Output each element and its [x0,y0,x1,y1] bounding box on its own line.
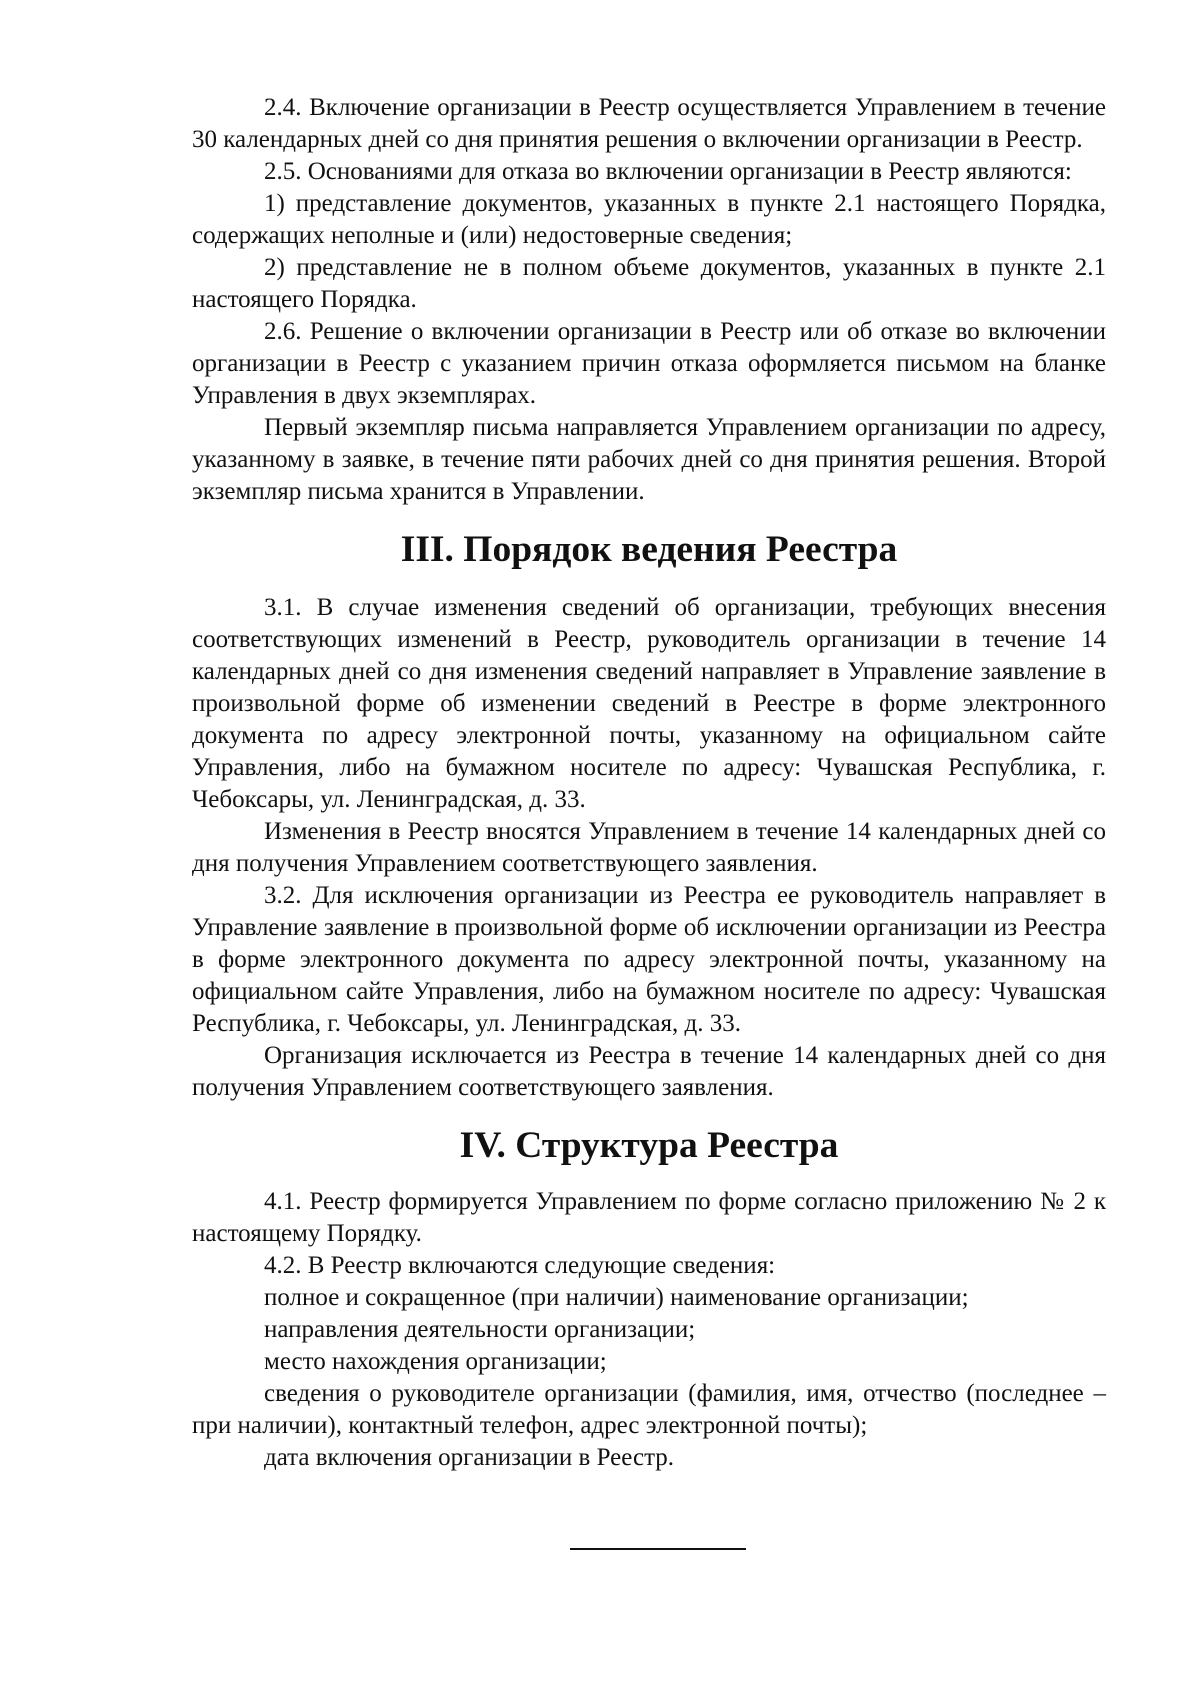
list-item-4-2-5: дата включения организации в Реестр. [264,1444,675,1471]
paragraph-3-2-continued: Организация исключается из Реестра в течение 14 календарных дней со дня получения Управлением соответствующего заявления. [192,1042,1106,1101]
section-3-heading: III. Порядок ведения Реестра [400,529,898,570]
paragraph-3-1-continued: Изменения в Реестр вносятся Управлением в течение 14 календарных дней со дня получения Управлением соответствующего заявления. [192,818,1106,877]
list-item-4-2-2: направления деятельности организации; [264,1316,696,1343]
paragraph-2-6-continued: Первый экземпляр письма направляется Управлением организации по адресу, указанному в заявке, в течение пяти рабочих дней со дня принятия решения. Второй экземпляр письма хранится в Управлении. [192,414,1106,505]
list-item-4-2-3: место нахождения организации; [264,1348,607,1375]
list-item-2-5-1: 1) представление документов, указанных в пункте 2.1 настоящего Порядка, содержащих неполные и (или) недостоверные сведения; [192,190,1106,249]
list-item-2-5-2: 2) представление не в полном объеме документов, указанных в пункте 2.1 настоящего Порядка. [192,254,1106,313]
list-item-4-2-4: сведения о руководителе организации (фамилия, имя, отчество (последнее – при наличии), контактный телефон, адрес электронной почты); [192,1380,1106,1439]
paragraph-2-5: 2.5. Основаниями для отказа во включении организации в Реестр являются: [264,158,1072,185]
paragraph-2-4: 2.4. Включение организации в Реестр осуществляется Управлением в течение 30 календарных дней со дня принятия решения о включении организации в Реестр. [192,94,1106,153]
paragraph-2-6: 2.6. Решение о включении организации в Реестр или об отказе во включении организации в Реестр с указанием причин отказа оформляется письмом на бланке Управления в двух экземплярах. [192,318,1106,409]
paragraph-3-2: 3.2. Для исключения организации из Реестра ее руководитель направляет в Управление заявление в произвольной форме об исключении организации из Реестра в форме электронного документа по адресу электронной почты, указанному на официальном сайте Управления, либо на бумажном носителе по адресу: Чувашская Республика, г. Чебоксары, ул. Ленинградская, д. 33. [192,882,1106,1037]
end-divider [570,1548,746,1550]
paragraph-3-1: 3.1. В случае изменения сведений об организации, требующих внесения соответствующих изменений в Реестр, руководитель организации в течение 14 календарных дней со дня изменения сведений направляет в Управление заявление в произвольной форме об изменении сведений в Реестре в форме электронного документа по адресу электронной почты, указанному на официальном сайте Управления, либо на бумажном носителе по адресу: Чувашская Республика, г. Чебоксары, ул. Ленинградская, д. 33. [192,594,1106,813]
list-item-4-2-1: полное и сокращенное (при наличии) наименование организации; [264,1284,969,1311]
paragraph-4-1: 4.1. Реестр формируется Управлением по форме согласно приложению № 2 к настоящему Порядку. [192,1188,1106,1247]
paragraph-4-2: 4.2. В Реестр включаются следующие сведения: [264,1252,776,1279]
section-4-heading: IV. Структура Реестра [459,1125,839,1166]
